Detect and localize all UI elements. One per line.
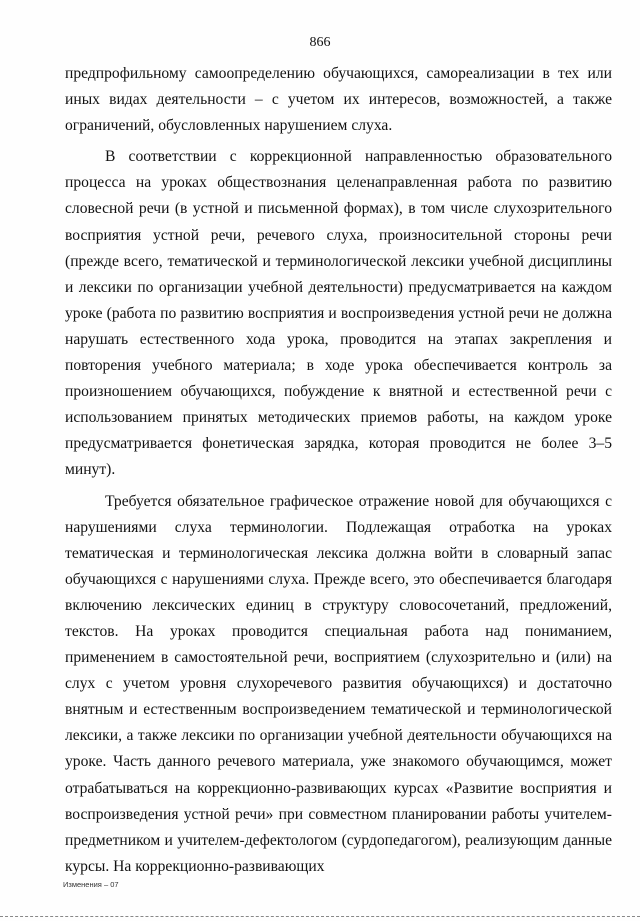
paragraph-1: предпрофильному самоопределению обучающихся, самореализации в тех или иных видах деятельности – с учетом их интересов, возможностей, а также ограничений, обусловленных нарушением слуха.	[65, 65, 612, 135]
document-body	[65, 61, 612, 880]
footer-revision-note: Изменения – 07	[63, 880, 119, 889]
paragraph-2: В соответствии с коррекционной направленностью образовательного процесса на уроках обществознания целенаправленная работа по развитию словесной речи (в устной и письменной формах), в том числе слухозрительного восприятия устной речи, речевого слуха, произносительной стороны речи (прежде всего, тематической и терминологической лексики учебной дисциплины и лексики по организации учебной деятельности) предусматривается на каждом уроке (работа по развитию восприятия и воспроизведения устной речи не должна нарушать естественного хода урока, проводится на этапах закрепления и повторения учебного материала; в ходе урока обеспечивается контроль за произношением обучающихся, побуждение к внятной и естественной речи с использованием принятых методических приемов работы, на каждом уроке предусматривается фонетическая зарядка, которая проводится не более 3–5 минут).	[65, 148, 612, 479]
page-number: 866	[309, 35, 331, 50]
paragraph-3: Требуется обязательное графическое отражение новой для обучающихся с нарушениями слуха терминологии. Подлежащая отработка на уроках тематическая и терминологическая лексика должна войти в словарный запас обучающихся с нарушениями слуха. Прежде всего, это обеспечивается благодаря включению лексических единиц в структуру словосочетаний, предложений, текстов. На уроках проводится специальная работа над пониманием, применением в самостоятельной речи, восприятием (слухозрительно и (или) на слух с учетом уровня слухоречевого развития обучающихся) и достаточно внятным и естественным воспроизведением тематической и терминологической лексики, а также лексики по организации учебной деятельности обучающихся на уроке. Часть данного речевого материала, уже знакомого обучающимся, может отрабатываться на коррекционно-развивающих курсах «Развитие восприятия и воспроизведения устной речи» при совместном планировании работы учителем-предметником и учителем-дефектологом (сурдопедагогом), реализующим данные курсы. На коррекционно-развивающих	[65, 492, 612, 875]
scan-edge-divider	[0, 916, 640, 921]
